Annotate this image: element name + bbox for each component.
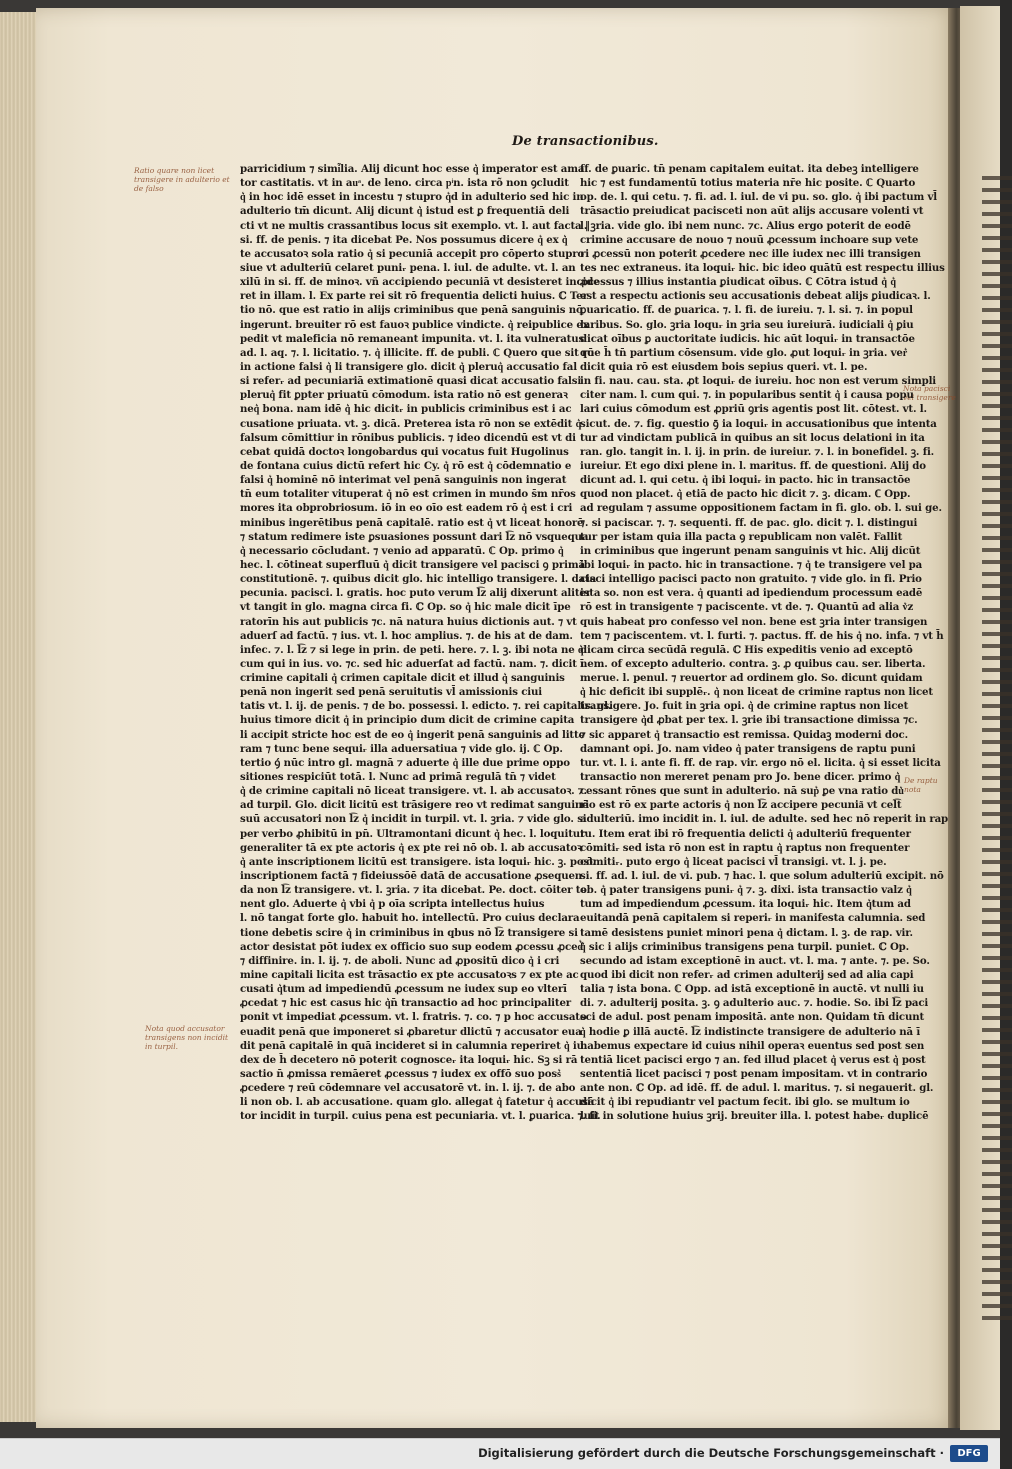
text-line: cōmitiᵣ. puto ergo q͛ liceat pacisci vl̄ transigi. vt. l. j. pe. — [580, 855, 887, 868]
text-line: in fi. nau. cau. sta. ꝓt loquiᵣ de iureiu. hoc non est verum simpli — [580, 375, 937, 388]
text-line: te accusatoꝛ sola ratio q͛ si pecuniā accepit pro cōperto stupro — [240, 247, 585, 260]
text-line: pedit vt maleficia nō remaneant impunita. vt. l. ita vulneratus — [240, 332, 585, 345]
text-line: transactio non mereret penam pro Jo. bene dicer. primo q͛ — [580, 771, 901, 784]
text-line: adulterio tm̄ dicunt. Alij dicunt q͛ istud est ꝑ frequentiā deli — [240, 205, 570, 218]
text-line: mores ita obprobriosum. iō in eo oīo est eadem rō q͛ est i cri — [240, 502, 573, 515]
text-line: cusatione priuata. vt. ꝫ. dicā. Preterea ista rō non se extēdit q͛ — [240, 417, 582, 430]
text-line: ꝓcedat ⁊ hic est casus hic q͛n̄ transactio ad hoc principaliter — [240, 997, 572, 1010]
text-line: talia ⁊ ista bona. ℂ Opp. ad istā exceptionē in auctē. vt nulli iu — [580, 983, 924, 996]
text-line: si. ff. ad. l. iul. de vi. pub. ⁊ hac. l. que solum adulteriū excipit. nō — [580, 870, 944, 883]
text-line: tur per istam quia illa pacta ꝯ republicam non valēt. Fallit — [580, 530, 903, 543]
text-line: ran. glo. tangit in. l. ij. in prin. de iureiur. ⁊. l. in bonefidel. ꝫ. fi. — [580, 445, 935, 458]
text-line: habemus expectare id cuius nihil operaꝛ euentus sed post sen — [580, 1039, 925, 1052]
text-line: euadit penā que imponeret si ꝓbaretur dlictū ⁊ accusator eua — [240, 1025, 582, 1038]
text-line: hic ⁊ est fundamentū totius materia nr̄e hic posite. ℂ Quarto — [580, 177, 916, 190]
text-line: ram ⁊ tunc bene sequiᵣ illa aduersatiua ⁊ vide glo. ij. ℂ Op. — [240, 742, 563, 755]
running-head: De transactionibus. — [512, 134, 659, 149]
text-line: rio est rō ex parte actoris q͛ non l͡z accipere pecunia͂ vt cel͡t — [580, 799, 902, 812]
text-line: neq͛ bona. nam idē q͛ hic dicitᵣ in publicis criminibus est i ac — [240, 403, 572, 416]
text-line: ⁊. si paciscar. ⁊. ⁊. sequenti. ff. de pac. glo. dicit ⁊. l. distingui — [580, 516, 918, 529]
text-line: sicut. de. ⁊. fig. questio ꝯ̄ ia loquiᵣ in accusationibus que intenta — [580, 417, 937, 430]
funding-credit: Digitalisierung gefördert durch die Deutsche Forschungsgemeinschaft · — [478, 1446, 944, 1460]
text-line: minibus ingerētibus penā capitalē. ratio est q͛ vt liceat honorē — [240, 516, 584, 529]
text-line: secundo ad istam exceptionē in auct. vt. l. ma. ⁊ ante. ⁊. pe. So. — [580, 954, 930, 967]
text-line: tertio ꝯ́ nūc intro gl. magnā ⁊ aduerte q͛ ille due prime oppo — [240, 756, 570, 769]
text-line: sactio n̄ ꝓmissa remāeret ꝓcessus ⁊ iudex ex offō suo poss͛ — [240, 1068, 561, 1080]
text-line: cebat quidā doctoꝛ longobardus qui vocatus fuit Hugolinus — [240, 445, 569, 458]
text-line: inscriptionem factā ⁊ fideiussōē datā de accusatione ꝓsequen — [240, 870, 583, 883]
dfg-logo: DFG — [950, 1445, 988, 1462]
text-line: tio nō. que est ratio in alijs criminibus que penā sanguinis nō — [240, 304, 583, 317]
text-line: pleruq͛ fit ꝑpter priuatū cōmodum. ista ratio nō est generaꝛ — [240, 389, 568, 402]
text-line: ret in illam. l. Ex parte rei sit rō frequentia delicti huius. ℂ Ter — [240, 290, 588, 303]
text-line: aduerſ ad factū. ⁊ ius. vt. l. hoc amplius. ⁊. de his at de dam. — [240, 629, 573, 642]
text-line: ante non. ℂ Op. ad idē. ff. de adul. l. maritus. ⁊. si negauerit. gl. — [580, 1082, 934, 1095]
text-line: tum ad impediendum ꝓcessum. ita loquiᵣ hic. Item q͛tum ad — [580, 898, 911, 911]
text-line: ꝓcessus ⁊ illius instantia ꝑiudicat oībus. ℂ Cōtra istud q͛ q͛ — [580, 276, 896, 289]
text-line: sitiones respiciūt totā. l. Nunc ad primā regulā tn̄ ⁊ videt — [240, 771, 556, 784]
text-line: merue. l. penul. ⁊ reuertor ad ordinem glo. So. dicunt quidam — [580, 672, 923, 685]
text-line: tamē desistens puniet minori pena q͛ dictam. l. ꝫ. de rap. vir. — [580, 926, 913, 939]
text-line: ⁊ statum redimere iste ꝑsuasiones possunt dari l͡z nō vsquequa — [240, 530, 589, 543]
text-line: q͛ in hoc idē esset in incestu ⁊ stupro q͛d in adulterio sed hic in — [240, 191, 584, 204]
text-line: cusati q͛tum ad impediendū ꝓcessum ne iudex sup eo vlterī — [240, 983, 567, 996]
text-line: li non ob. l. ab accusatione. quam glo. allegat q͛ fatetur q͛ accusā — [240, 1096, 595, 1109]
text-line: q͛ sic i alijs criminibus transigens pena turpil. puniet. ℂ Op. — [580, 940, 910, 953]
text-line: cisci intelligo pacisci pacto non gratuito. ⁊ vide glo. in fi. Prio — [580, 573, 922, 586]
text-line: dex de h̄ decetero nō poterit cognosceᵣ ita loquiᵣ hic. Sꝫ si rā — [240, 1053, 578, 1066]
text-line: crimine capitali q͛ crimen capitale dicit et illud q͛ sanguinis — [240, 672, 565, 685]
text-line: q͛ hodie ꝑ illā auctē. l͡z indistincte transigere de adulterio nā ī — [580, 1025, 921, 1038]
text-line: tem ⁊ paciscentem. vt. l. furti. ⁊. pactus. ff. de his q͛ no. infa. ⁊ vt h̄ — [580, 629, 944, 642]
text-line: generaliter tā ex pte actoris q͛ ex pte rei nō ob. l. ab accusatoꝛ — [240, 841, 582, 854]
text-line: dicunt ad. l. qui cetu. q͛ ibi loquiᵣ in pacto. hic in transactōe — [580, 474, 911, 487]
text-line: damnant opi. Jo. nam video q͛ pater transigens de raptu puni — [580, 742, 916, 755]
text-line: li accipit stricte hoc est de eo q͛ ingerit penā sanguinis ad litte — [240, 728, 585, 741]
text-line: ꝑuaricatio. ff. de ꝑuarica. ⁊. l. fi. de iureiu. ⁊. l. si. ⁊. in popul — [580, 304, 913, 317]
stacked-page-edges — [0, 12, 41, 1422]
facing-page-text-fragment — [982, 176, 1012, 1326]
text-line: falsum cōmittiur in rōnibus publicis. ⁊ ideo dicendū est vt di — [240, 431, 576, 444]
text-line: tu. Item erat ibi rō frequentia delicti q͛ adulteriū frequenter — [580, 827, 911, 840]
text-line: vt tangit in glo. magna circa fi. ℂ Op. so q͛ hic male dicit īpe — [240, 601, 571, 614]
text-line: lari cuius cōmodum est ꝓpriū ꝯris agentis post lit. cōtest. vt. l. — [580, 403, 927, 416]
text-line: si referᵣ ad pecuniariā extimationē quasi dicat accusatio falsi — [240, 375, 582, 388]
text-line: si. ff. de penis. ⁊ ita dicebat Pe. Nos possumus dicere q͛ ex q͛ — [240, 233, 568, 246]
text-line: suū accusatori non l͡z q͛ incidit in turpil. vt. l. ꝫria. ⁊ vide glo. si — [240, 813, 587, 826]
text-line: est a respectu actionis seu accusationis debeat alijs ꝑiudicaꝛ. l. — [580, 290, 931, 303]
text-line: tor castitatis. vt in auͣ. de leno. circa pͥn. ista rõ non ꝯcludit — [240, 177, 569, 190]
text-line: ad regulam ⁊ assume oppositionem factam in fi. glo. ob. l. sui ge. — [580, 502, 942, 515]
text-line: pecunia. pacisci. l. gratis. hoc puto verum l͡z alij dixerunt aliter — [240, 587, 591, 600]
text-line: da non l͡z transigere. vt. l. ꝫria. ⁊ ita dicebat. Pe. doct. cōiter te — [240, 884, 587, 897]
text-line: nent glo. Aduerte q͛ vbi q͛ p oīa scripta intellectus huius — [240, 898, 545, 911]
text-line: actor desistat pōt iudex ex officio suo sup eodem ꝓcessu ꝓced͛ — [240, 940, 583, 953]
text-line: dicit quia rō est eiusdem bois sepius queri. vt. l. pe. — [580, 360, 868, 373]
text-line: q͛ hic deficit ibi supplēᵣ. q͛ non liceat de crimine raptus non licet — [580, 686, 933, 699]
text-line: sci de adul. post penam impositā. ante non. Quidam tn̄ dicunt — [580, 1011, 925, 1024]
text-line: hec. l. cōtineat superfluū q͛ dicit transigere vel pacisci ꝯ primā — [240, 558, 585, 571]
text-line: dit penā capitalē in quā incideret si in calumnia reperiret q͛ iu — [240, 1039, 584, 1052]
text-line: adulteriū. imo incidit in. l. iul. de adulte. sed hec nō reperit in rap — [580, 813, 949, 826]
text-line: ꝓcedere ⁊ reū cōdemnare vel accusatorē vt. in. l. ij. ⁊. de abo — [240, 1082, 576, 1095]
text-line: q͛ necessario cōcludant. ⁊ venio ad apparatū. ℂ Op. primo q͛ — [240, 544, 564, 557]
text-line: ista so. non est vera. q͛ quanti ad ipediendum processum eadē — [580, 587, 923, 600]
text-line: op. de. l. qui cetu. ⁊. fi. ad. l. iul. de vi pu. so. glo. q͛ ibi pactum vl̄ — [580, 191, 937, 204]
marginal-note-1: Ratio quare non licet transigere in adulterio et de falso — [134, 166, 230, 193]
text-line: infec. ⁊. l. l͡z ⁊ si lege in prin. de peti. here. ⁊. l. ꝫ. ibi nota ne q͛ — [240, 643, 584, 656]
text-line: cti vt ne multis crassantibus locus sit exemplo. vt. l. aut facta ‖ — [240, 219, 590, 232]
text-line: ob. q͛ pater transigens puniᵣ q͛ ⁊. ꝫ. dixi. ista transactio valz q͛ — [580, 884, 912, 897]
text-line: ponit vt impediat ꝓcessum. vt. l. fratris. ⁊. co. ⁊ p hoc accusato — [240, 1011, 587, 1024]
text-line: falsi q͛ hominē nō interimat vel penā sanguinis non ingerat — [240, 474, 567, 487]
text-line: xilū in si. ff. de minoꝛ. vñ accipiendo pecuniā vt desisteret incide — [240, 276, 600, 289]
facing-page-edge — [960, 6, 1000, 1430]
text-line: ingerunt. breuiter rō est fauoꝛ publice vindicte. q͛ reipublice ex — [240, 318, 589, 331]
text-line: penā non ingerit sed penā seruitutis vl̄ amissionis ciui — [240, 686, 542, 699]
text-line: quod ibi dicit non referᵣ ad crimen adulterij sed ad alia capi — [580, 969, 914, 982]
text-line: di. ⁊. adulterij posita. ꝫ. ꝯ adulterio auc. ⁊. hodie. So. ibi l͡z paci — [580, 997, 929, 1010]
text-line: tur ad vindictam publicā in quibus an sit locus delationi in ita — [580, 431, 925, 444]
text-line: sententiā licet pacisci ⁊ post penam impositam. vt in contrario — [580, 1068, 928, 1080]
text-line: quis habeat pro confesso vel non. bene est ꝫria inter transigen — [580, 615, 928, 628]
text-line: ad. l. aq. ⁊. l. licitatio. ⁊. q͛ illicite. ff. de publi. ℂ Quero que sit rō — [240, 346, 594, 359]
text-line: tatis vt. l. ij. de penis. ⁊ de bo. possessi. l. edicto. ⁊. rei capitalis. gl. — [240, 700, 612, 713]
text-line: ratorīn his aut publicis ⁊c. nā natura huius dictionis aut. ⁊ vt — [240, 615, 577, 628]
text-line: transigere q͛d ꝓbat per tex. l. ꝫrie ibi transactione dimissa ⁊c. — [580, 714, 918, 727]
text-line: tor incidit in turpil. cuius pena est pecuniaria. vt. l. ꝑuarica. ⁊. fi. — [240, 1110, 601, 1123]
text-line: ⁊ sic apparet q͛ transactio est remissa. Quidaꝫ moderni doc. — [580, 728, 908, 741]
text-line: l. nō tangat forte glo. habuit ho. intellectū. Pro cuius declara — [240, 912, 580, 925]
text-line: rō est in transigente ⁊ paciscente. vt de. ⁊. Quantū ad alia v͛z — [580, 601, 914, 614]
text-line: mine capitali licita est trāsactio ex pte accusatoꝛs ⁊ ex pte ac — [240, 969, 579, 982]
text-line: siue vt adulteriū celaret puniᵣ pena. l. iul. de adulte. vt. l. an — [240, 261, 576, 274]
text-line: tentiā licet pacisci ergo ⁊ an. fed illud placet q͛ verus est q͛ post — [580, 1053, 926, 1066]
text-line: ⁊ diffinire. in. l. ij. ⁊. de aboli. Nunc ad ꝓpositū dico q͛ i cri — [240, 954, 560, 967]
text-line: tn̄ eum totaliter vituperat q͛ nō est crimen in mundo s̄m nr̄os — [240, 488, 576, 501]
text-line: q͛ de crimine capitali nō liceat transigere. vt. l. ab accusatoꝛ. ⁊. — [240, 785, 587, 798]
text-line: huius timore dicit q͛ in principio dum dicit de crimine capita — [240, 714, 575, 727]
text-line: luit in solutione huius ꝫrij. breuiter illa. l. potest habeᵣ duplicē — [580, 1110, 929, 1123]
text-line: cum qui in ius. vo. ⁊c. sed hic aduerſat ad factū. nam. ⁊. dicit ī — [240, 657, 584, 670]
text-column-left — [240, 162, 612, 1124]
text-line: iureiur. Et ego dixi plene in. l. maritus. ff. de questioni. Alij do — [580, 459, 926, 472]
text-line: cōmitiᵣ sed ista rō non est in raptu q͛ raptus non frequenter — [580, 841, 910, 854]
text-line: tione debetis scire q͛ in criminibus in qbus nō l͡z transigere si — [240, 926, 578, 939]
text-line: in criminibus que ingerunt penam sanguinis vt hic. Alij dicūt — [580, 544, 921, 557]
text-line: parricidium ⁊ simi͂lia. Alij dicunt hoc esse q͛ imperator est ama — [240, 163, 585, 175]
text-line: nem. of excepto adulterio. contra. ꝫ. ꝓ quibus cau. ser. liberta. — [580, 657, 926, 670]
text-line: de fontana cuius dictū refert hic Cy. q͛ rō est q͛ cōdemnatio e — [240, 459, 572, 472]
marginal-note-3: De raptu nota — [904, 776, 938, 794]
text-line: dicit q͛ ibi repudiantr vel pactum fecit. ibi glo. se multum io — [580, 1096, 910, 1109]
text-line: dicat oībus ꝑ auctoritate iudicis. hic aūt loquiᵣ in transactōe — [580, 332, 915, 345]
text-line: ibi loquiᵣ in pacto. hic in transactione. ⁊ q͛ te transigere vel pa — [580, 558, 923, 571]
text-line: q͛ ante inscriptionem licitū est transigere. ista loquiᵣ hic. ꝫ. post — [240, 855, 594, 868]
text-line: euitandā penā capitalem si reperiᵣ in manifesta calumnia. sed — [580, 912, 926, 925]
text-line: transigere. Jo. fuit in ꝫria opi. q͛ de crimine raptus non licet — [580, 700, 909, 713]
text-line: ff. de ꝑuaric. tn̄ penam capitalem euitat. ita debeꝫ intelligere — [580, 163, 919, 175]
text-line: l. ꝫria. vide glo. ibi nem nunc. ⁊c. Alius ergo poterit de eodē — [580, 219, 911, 232]
text-line: ri ꝓcessū non poterit ꝓcedere nec ille iudex nec illi transigen — [580, 247, 921, 260]
text-line: per verbo ꝓhibitū in pn̄. Ultramontani dicunt q͛ hec. l. loquitur — [240, 827, 586, 840]
text-line: ad turpil. Glo. dicit licitū est trāsigere reo vt redimat sanguinē — [240, 799, 589, 812]
text-line: constitutionē. ⁊. quibus dicit glo. hic intelligo transigere. l. data — [240, 573, 597, 586]
text-line: crimine accusare de nouo ⁊ nouū ꝓcessum inchoare sup vete — [580, 233, 919, 246]
marginal-note-4: Nota quod accusator transigens non incidit in turpil. — [145, 1024, 229, 1051]
text-line: citer nam. l. cum qui. ⁊. in popularibus sentit q͛ i causa popu — [580, 389, 914, 402]
text-line: cessant rōnes que sunt in adulterio. nā sup͛ ꝑe vna ratio du͛ — [580, 785, 904, 798]
text-line: que h̄ tn̄ partium cōsensum. vide glo. ꝓut loquiᵣ in ꝫria. ver͛ — [580, 346, 908, 359]
text-line: dicam circa secūdā regulā. ℂ His expeditis venio ad exceptō — [580, 643, 913, 656]
text-line: quod non placet. q͛ etiā de pacto hic dicit ⁊. ꝫ. dicam. ℂ Opp. — [580, 488, 911, 501]
marginal-note-2: Nota pacisci vel transigere — [903, 384, 956, 402]
text-line: laribus. So. glo. ꝫria loquᵣ in ꝫria seu iureiurā. iudiciali q͛ ꝑiu — [580, 318, 914, 331]
text-line: trāsactio preiudicat pacisceti non aūt alijs accusare volenti vt — [580, 205, 924, 218]
text-line: in actione falsi q͛ li transigere glo. dicit q͛ pleruq͛ accusatio fal — [240, 360, 577, 373]
text-line: tes nec extraneus. ita loquiᵣ hic. bic ideo quātū est respectu illius — [580, 261, 945, 274]
text-line: tur. vt. l. i. ante fi. ff. de rap. vir. ergo nō el. licita. q͛ si esset licita — [580, 756, 941, 769]
digitization-footer — [0, 1438, 1000, 1469]
